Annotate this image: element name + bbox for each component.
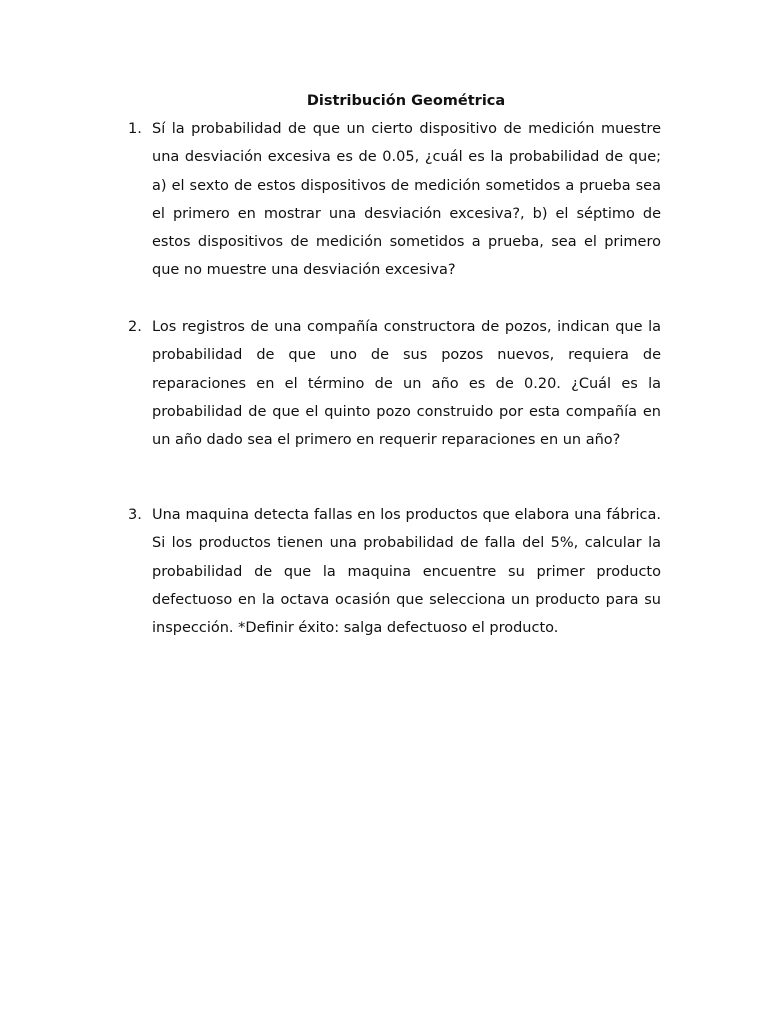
problem-item: [128, 313, 661, 454]
problem-number: 1.: [128, 121, 142, 137]
problem-text: Una maquina detecta fallas en los productos que elabora una fábrica. Si los productos tienen una probabilidad de falla del 5%, calcular la probabilidad de que la maquina encuentre su primer producto defectuoso en la octava ocasión que selecciona un producto para su inspección. *Definir éxito: salga defectuoso el producto.: [152, 507, 661, 637]
problem-number: 3.: [128, 507, 142, 523]
problem-text: Los registros de una compañía constructora de pozos, indican que la probabilidad de que uno de sus pozos nuevos, requiera de reparaciones en el término de un año es de 0.20. ¿Cuál es la probabilidad de que el quinto pozo construido por esta compañía en un año dado sea el primero en requerir reparaciones en un año?: [152, 319, 661, 449]
problem-number: 2.: [128, 319, 142, 335]
document-title: Distribución Geométrica: [306, 93, 506, 109]
problem-item: [128, 115, 661, 285]
problem-item: [128, 501, 661, 642]
problem-text: Sí la probabilidad de que un cierto dispositivo de medición muestre una desviación excesiva es de 0.05, ¿cuál es la probabilidad de que; a) el sexto de estos dispositivos de medición sometidos a prueba sea el primero en mostrar una desviación excesiva?, b) el séptimo de estos dispositivos de medición sometidos a prueba, sea el primero que no muestre una desviación excesiva?: [152, 121, 661, 279]
